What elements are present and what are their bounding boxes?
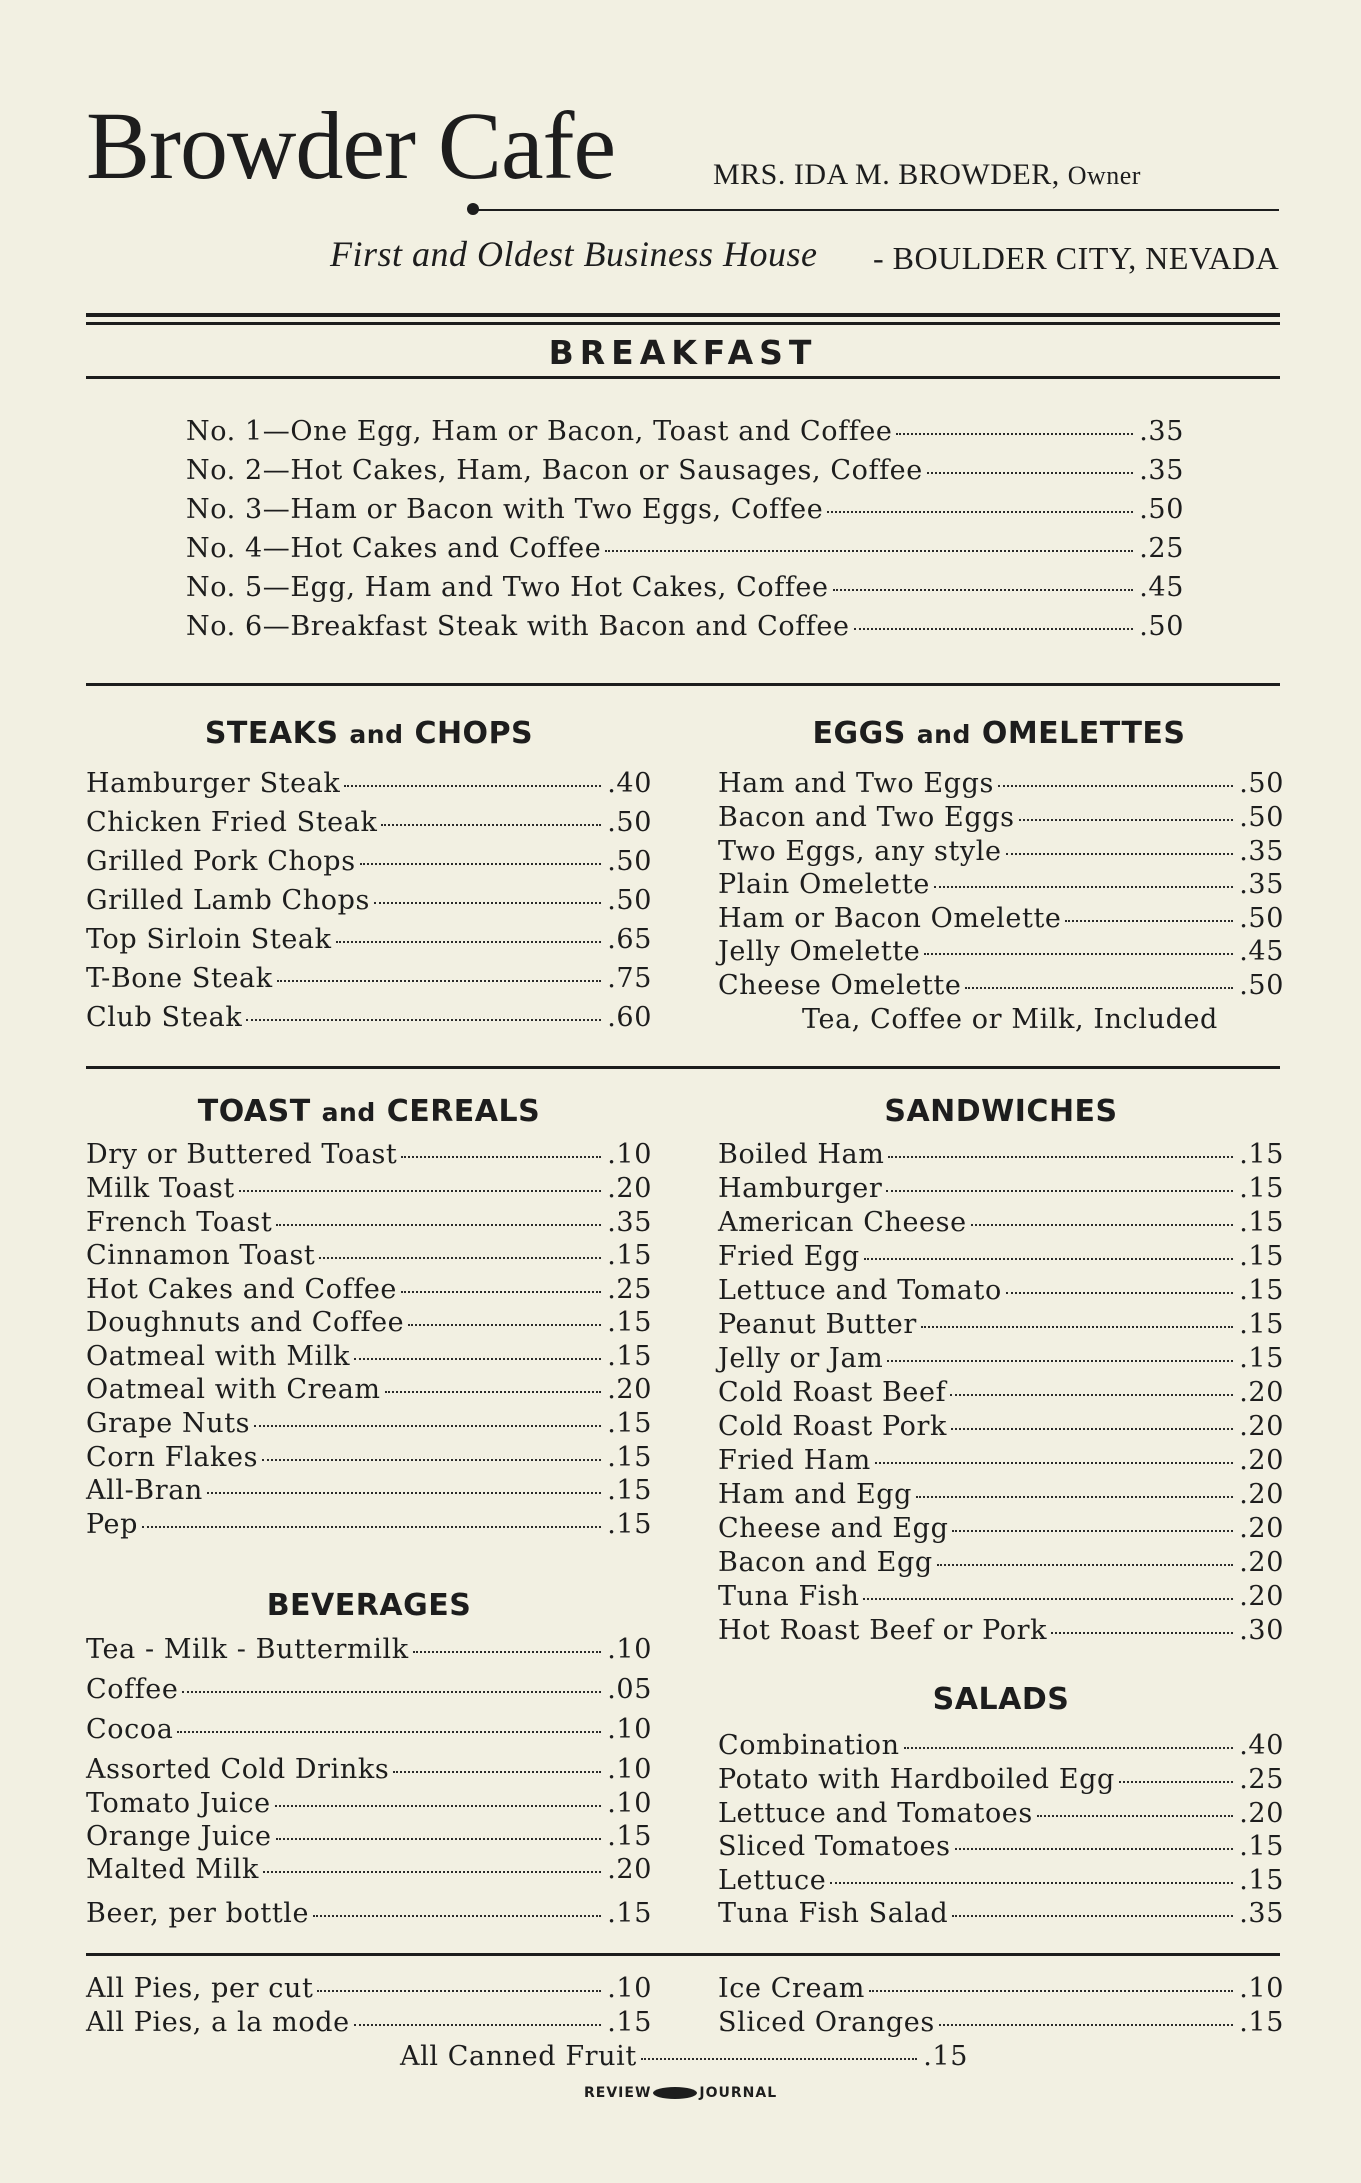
item-price: .15 [1239,1241,1284,1272]
item-name: No. 6—Breakfast Steak with Bacon and Coffee [186,611,850,642]
dot-leader [1119,1781,1233,1783]
item-price: .20 [607,1854,652,1885]
dot-leader [1006,853,1234,855]
menu-item [86,1001,652,1035]
printer-mark-left: REVIEW [584,2085,652,2101]
item-price: .40 [607,768,652,799]
dot-leader [869,1990,1233,1992]
menu-item [86,1713,652,1747]
item-name: Plain Omelette [718,869,930,900]
item-name: Fried Egg [718,1241,860,1272]
item-name: All-Bran [86,1475,203,1506]
menu-item [86,1633,652,1667]
item-price: .15 [607,1442,652,1473]
menu-item [186,610,1184,644]
heading-word: EGGS [812,716,906,751]
location: - BOULDER CITY, NEVADA [873,240,1280,276]
item-name: No. 3—Ham or Bacon with Two Eggs, Coffee [186,494,824,525]
item-price: .35 [1139,416,1184,447]
menu-item [86,1373,652,1407]
item-name: Cinnamon Toast [86,1240,316,1271]
item-price: .65 [607,924,652,955]
dot-leader [413,1651,602,1653]
dot-leader [276,1224,601,1226]
item-price: .15 [1239,1275,1284,1306]
item-name: No. 2—Hot Cakes, Ham, Bacon or Sausages, Coffee [186,455,923,486]
item-name: Bacon and Egg [718,1547,933,1578]
sandwiches-heading: SANDWICHES [884,1094,1118,1129]
menu-item [718,1729,1284,1763]
item-name: Ham and Egg [718,1479,913,1510]
dot-leader [317,1990,601,1992]
menu-item [86,1753,652,1787]
dot-leader [934,886,1233,888]
dot-leader [904,1747,1234,1749]
item-price: .15 [607,1475,652,1506]
dot-leader [408,1324,601,1326]
dot-leader [344,785,601,787]
item-name: Doughnuts and Coffee [86,1307,405,1338]
heading-and: and [916,720,971,749]
dot-leader [1065,920,1233,922]
salads-heading: SALADS [932,1682,1070,1717]
dot-leader [827,511,1133,513]
menu-item [86,1820,652,1854]
menu-item [86,806,652,840]
item-price: .20 [607,1173,652,1204]
item-price: .10 [607,1714,652,1745]
item-name: Grilled Lamb Chops [86,885,370,916]
owner-suffix: Owner [1067,161,1141,190]
item-name: Cold Roast Beef [718,1377,947,1408]
menu-item [186,454,1184,488]
item-name: Sliced Oranges [718,2007,935,2038]
item-name: Corn Flakes [86,1442,259,1473]
menu-item [718,935,1284,969]
dot-leader [830,1882,1233,1884]
menu-item [718,1274,1284,1308]
double-rule-top [86,313,1280,317]
item-price: .25 [1239,1764,1284,1795]
menu-item [186,493,1184,527]
dot-leader [998,785,1233,787]
item-name: Fried Ham [718,1445,871,1476]
menu-item [186,532,1184,566]
menu-item [718,969,1284,1003]
item-name: Cheese Omelette [718,970,962,1001]
item-name: Club Steak [86,1002,243,1033]
printer-mark [584,2085,777,2101]
menu-item [86,1273,652,1307]
item-price: .20 [1239,1581,1284,1612]
menu-item [86,884,652,918]
printer-mark-right: JOURNAL [699,2085,778,2101]
item-name: Peanut Butter [718,1309,917,1340]
item-name: T-Bone Steak [86,963,273,994]
item-name: Tea - Milk - Buttermilk [86,1634,409,1665]
dot-leader [360,863,602,865]
cafe-title: Browder Cafe [86,92,616,199]
menu-item [718,1797,1284,1831]
dot-leader [385,1391,602,1393]
menu-item [718,1172,1284,1206]
item-name: Ham or Bacon Omelette [718,903,1062,934]
dot-leader [254,1425,601,1427]
item-name: Cheese and Egg [718,1513,949,1544]
item-price: .50 [607,846,652,877]
item-name: Oatmeal with Cream [86,1374,381,1405]
eggs-note: Tea, Coffee or Milk, Included [802,1004,1218,1035]
dot-leader [955,1848,1234,1850]
dot-leader [896,433,1133,435]
dot-leader [864,1258,1233,1260]
item-name: Tuna Fish [718,1581,860,1612]
item-name: Sliced Tomatoes [718,1831,951,1862]
item-price: .15 [1239,2007,1284,2038]
menu-item [718,835,1284,869]
item-price: .45 [1139,572,1184,603]
item-name: Hamburger [718,1173,883,1204]
item-name: No. 4—Hot Cakes and Coffee [186,533,602,564]
item-name: Lettuce [718,1865,827,1896]
dot-leader [142,1526,601,1528]
printer-logo-icon [653,2087,697,2099]
item-name: Coffee [86,1674,179,1705]
dot-leader [277,980,602,982]
item-price: .15 [1239,1831,1284,1862]
item-price: .30 [1239,1615,1284,1646]
item-name: Grape Nuts [86,1408,251,1439]
menu-item [718,1444,1284,1478]
item-price: .20 [1239,1411,1284,1442]
item-price: .15 [1239,1865,1284,1896]
dot-leader [1019,819,1234,821]
heading-word: CEREALS [386,1094,541,1129]
dot-leader [1051,1632,1233,1634]
dot-leader [354,1358,601,1360]
item-name: Cocoa [86,1714,174,1745]
dot-leader [182,1691,601,1693]
item-price: .15 [607,2007,652,2038]
item-price: .75 [607,963,652,994]
heading-word: CHOPS [414,716,534,751]
dot-leader [1006,1292,1233,1294]
item-name: Combination [718,1730,900,1761]
item-price: .20 [1239,1798,1284,1829]
menu-item [718,1972,1284,2006]
item-name: Tomato Juice [86,1788,271,1819]
dot-leader [319,1257,601,1259]
dot-leader [937,1564,1234,1566]
item-name: Ham and Two Eggs [718,768,994,799]
item-price: .15 [607,1240,652,1271]
item-name: Tuna Fish Salad [718,1898,949,1929]
item-name: Jelly Omelette [718,936,921,967]
item-price: .25 [607,1274,652,1305]
item-price: .20 [1239,1445,1284,1476]
owner-name: MRS. IDA M. BROWDER, [713,158,1060,191]
dot-leader [313,1915,601,1917]
menu-item [186,571,1184,605]
header-divider [473,209,1279,211]
dot-leader [207,1492,601,1494]
dot-leader [886,1190,1233,1192]
owner-line [713,158,1141,192]
item-price: .15 [607,1408,652,1439]
item-name: Hot Cakes and Coffee [86,1274,397,1305]
item-name: Milk Toast [86,1173,235,1204]
menu-item [86,1474,652,1508]
item-price: .50 [1139,611,1184,642]
menu-item [718,1512,1284,1546]
dot-leader [336,941,602,943]
menu-item [86,1897,652,1931]
heading-and: and [349,720,404,749]
item-price: .15 [607,1821,652,1852]
item-name: Orange Juice [86,1821,272,1852]
menu-item [718,1763,1284,1797]
dot-leader [605,550,1133,552]
item-price: .20 [1239,1479,1284,1510]
item-name: Chicken Fried Steak [86,807,378,838]
item-name: Pep [86,1509,139,1540]
menu-item [718,767,1284,801]
item-name: All Pies, per cut [86,1973,314,2004]
item-name: Potato with Hardboiled Egg [718,1764,1115,1795]
item-price: .50 [1239,802,1284,833]
menu-item [718,902,1284,936]
heading-word: OMELETTES [981,716,1186,751]
double-rule-bottom [86,322,1280,325]
item-price: .50 [607,807,652,838]
dot-leader [276,1838,602,1840]
item-price: .40 [1239,1730,1284,1761]
dot-leader [887,1360,1233,1362]
item-price: .45 [1239,936,1284,967]
menu-item [718,2006,1284,2040]
menu-item [718,1580,1284,1614]
breakfast-heading: BREAKFAST [548,333,818,372]
dot-leader [381,824,601,826]
item-name: Hamburger Steak [86,768,341,799]
eggs-heading [718,716,1280,751]
item-name: Cold Roast Pork [718,1411,947,1442]
menu-item [718,1546,1284,1580]
item-name: Two Eggs, any style [718,836,1002,867]
dot-leader [263,1871,601,1873]
dot-leader [374,902,601,904]
item-price: .20 [1239,1547,1284,1578]
menu-item [86,2006,652,2040]
item-name: No. 5—Egg, Ham and Two Hot Cakes, Coffee [186,572,829,603]
item-price: .10 [607,1973,652,2004]
item-name: Malted Milk [86,1854,259,1885]
dot-leader [952,1530,1233,1532]
dot-leader [833,589,1134,591]
dot-leader [875,1462,1233,1464]
item-name: Grilled Pork Chops [86,846,356,877]
item-name: Dry or Buttered Toast [86,1139,398,1170]
item-name: French Toast [86,1207,273,1238]
item-price: .35 [1239,836,1284,867]
dot-leader [916,1496,1233,1498]
item-name: No. 1—One Egg, Ham or Bacon, Toast and Coffee [186,416,893,447]
menu-item [86,1787,652,1821]
item-price: .10 [607,1139,652,1170]
dot-leader [354,2024,602,2026]
menu-item [718,801,1284,835]
item-price: .10 [607,1634,652,1665]
menu-item [718,1206,1284,1240]
dot-leader [393,1771,601,1773]
dot-leader [1037,1815,1233,1817]
menu-item [718,1830,1284,1864]
menu-item [718,1478,1284,1512]
item-name: All Pies, a la mode [86,2007,350,2038]
item-price: .10 [607,1788,652,1819]
menu-item [86,1172,652,1206]
menu-item [86,1239,652,1273]
dot-leader [854,628,1134,630]
section-rule [86,683,1280,686]
dot-leader [924,953,1233,955]
item-price: .15 [1239,1173,1284,1204]
dot-leader [951,1428,1233,1430]
item-price: .35 [1139,455,1184,486]
item-price: .15 [607,1898,652,1929]
menu-item [86,962,652,996]
item-name: Top Sirloin Steak [86,924,332,955]
steaks-heading [86,716,652,751]
item-price: .50 [1239,970,1284,1001]
item-name: Bacon and Two Eggs [718,802,1015,833]
menu-item [86,1673,652,1707]
item-price: .20 [1239,1377,1284,1408]
item-price: .15 [1239,1343,1284,1374]
menu-item [86,1138,652,1172]
item-price: .35 [1239,1898,1284,1929]
item-price: .15 [607,1307,652,1338]
dot-leader [246,1019,601,1021]
menu-item [718,1410,1284,1444]
dot-leader [641,2058,917,2060]
item-name: Oatmeal with Milk [86,1341,351,1372]
item-name: All Canned Fruit [400,2041,637,2072]
tagline: First and Oldest Business House [330,234,818,274]
item-name: Lettuce and Tomatoes [718,1798,1033,1829]
item-name: Lettuce and Tomato [718,1275,1002,1306]
menu-item [718,1376,1284,1410]
menu-item [86,845,652,879]
menu-item [718,1864,1284,1898]
menu-item [86,767,652,801]
item-price: .35 [607,1207,652,1238]
dot-leader [401,1156,601,1158]
menu-item [718,1240,1284,1274]
dot-leader [921,1326,1233,1328]
dot-leader [952,1915,1233,1917]
menu-item [718,1614,1284,1648]
heading-and: and [321,1098,376,1127]
item-price: .35 [1239,869,1284,900]
menu-item [86,1306,652,1340]
item-price: .15 [607,1341,652,1372]
menu-item [718,1308,1284,1342]
item-price: .50 [1239,903,1284,934]
dot-leader [863,1598,1233,1600]
heading-word: TOAST [197,1094,311,1129]
item-name: Beer, per bottle [86,1898,310,1929]
dot-leader [950,1394,1233,1396]
item-price: .10 [1239,1973,1284,2004]
menu-item [86,1340,652,1374]
item-price: .15 [607,1509,652,1540]
heading-word: STEAKS [204,716,339,751]
dot-leader [177,1731,601,1733]
menu-item [718,1342,1284,1376]
dot-leader [965,987,1233,989]
dot-leader [888,1156,1233,1158]
item-price: .15 [1239,1139,1284,1170]
item-name: Ice Cream [718,1973,865,2004]
item-price: .15 [1239,1309,1284,1340]
menu-item [86,1508,652,1542]
item-name: American Cheese [718,1207,967,1238]
dot-leader [275,1805,602,1807]
section-rule [86,1953,1280,1956]
item-price: .10 [607,1754,652,1785]
beverages-heading: BEVERAGES [266,1588,472,1623]
menu-item [86,1972,652,2006]
dot-leader [262,1459,601,1461]
item-name: Jelly or Jam [718,1343,884,1374]
item-price: .20 [1239,1513,1284,1544]
item-price: .25 [1139,533,1184,564]
menu-item [86,1206,652,1240]
item-price: .20 [607,1374,652,1405]
item-price: .50 [1239,768,1284,799]
breakfast-rule [86,376,1280,379]
item-name: Hot Roast Beef or Pork [718,1615,1048,1646]
dot-leader [401,1291,601,1293]
menu-item [86,1407,652,1441]
menu-item [86,1853,652,1887]
menu-item [86,1441,652,1475]
menu-item [718,1897,1284,1931]
item-price: .50 [1139,494,1184,525]
item-price: .60 [607,1002,652,1033]
menu-item [186,415,1184,449]
dot-leader [939,2024,1233,2026]
section-rule [86,1066,1280,1069]
menu-item-canned-fruit [400,2040,968,2074]
toast-heading [86,1094,652,1129]
item-name: Boiled Ham [718,1139,885,1170]
menu-item [718,1138,1284,1172]
item-price: .50 [607,885,652,916]
item-name: Assorted Cold Drinks [86,1754,390,1785]
menu-item [718,868,1284,902]
dot-leader [239,1190,601,1192]
item-price: .05 [607,1674,652,1705]
item-price: .15 [1239,1207,1284,1238]
item-price: .15 [923,2041,968,2072]
dot-leader [971,1224,1234,1226]
menu-item [86,923,652,957]
dot-leader [927,472,1133,474]
